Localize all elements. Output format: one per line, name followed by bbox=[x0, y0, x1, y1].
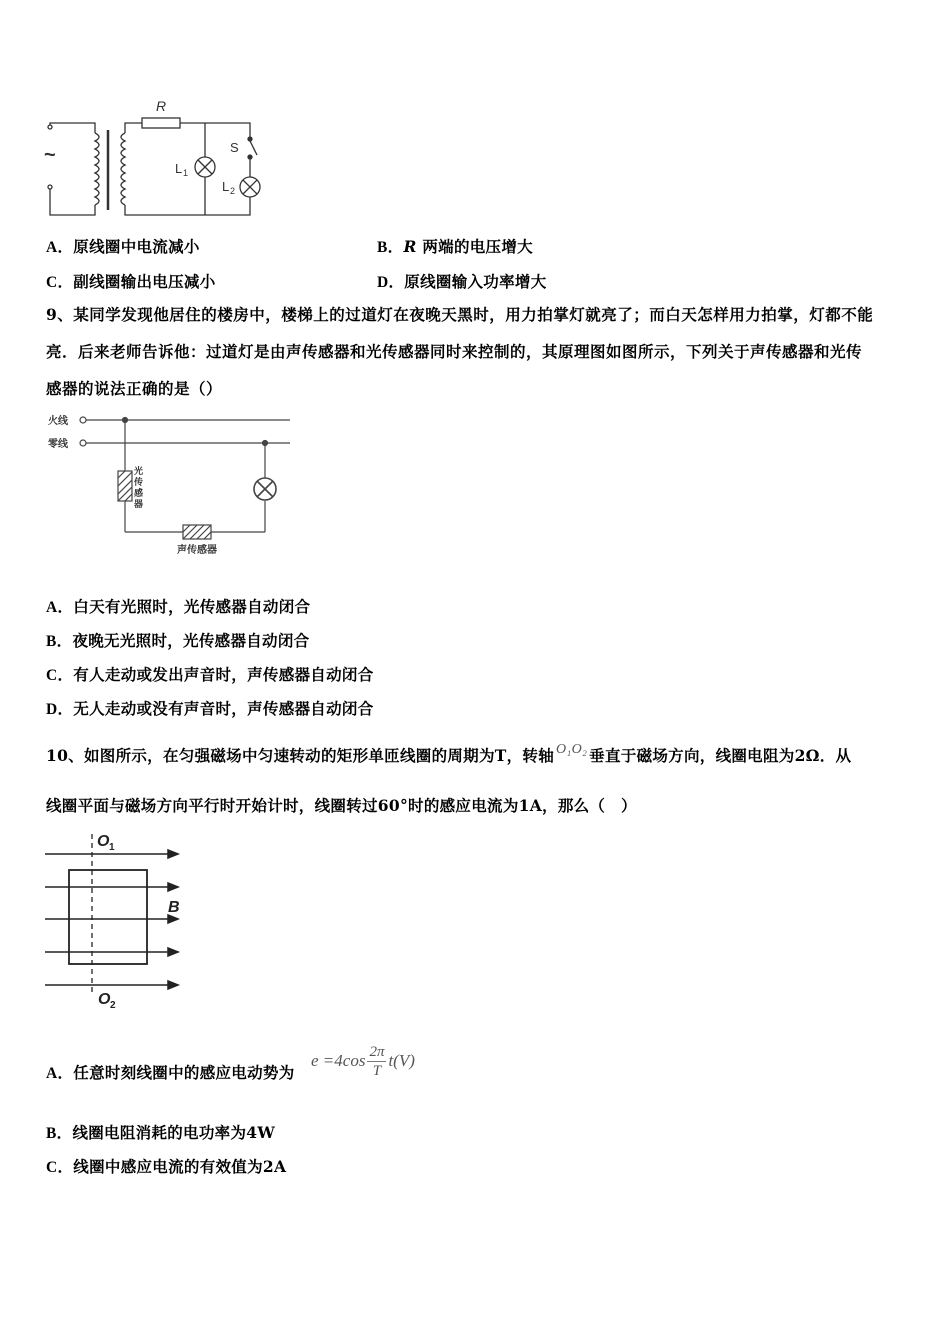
light-sensor-char-3: 感 bbox=[134, 488, 144, 498]
q8-option-a: A．原线圈中电流减小 bbox=[46, 237, 200, 256]
axis-o1-label: O bbox=[97, 833, 110, 850]
axis-o1-subscript: 1 bbox=[109, 842, 115, 853]
q10-stem-line1: 10、如图所示，在匀强磁场中匀速转动的矩形单匝线圈的周期为T，转轴 O₁O₂ 垂直于磁场方向，线圈电阻为2Ω．从 bbox=[46, 742, 852, 765]
lamp2-label: L bbox=[222, 179, 230, 194]
q9-option-d: D．无人走动或没有声音时，声传感器自动闭合 bbox=[46, 699, 374, 718]
axis-o2-subscript: 2 bbox=[110, 1000, 116, 1011]
q9-option-a: A．白天有光照时，光传感器自动闭合 bbox=[46, 597, 311, 616]
axis-symbol: O₁O₂ bbox=[556, 742, 588, 757]
switch-label: S bbox=[230, 140, 239, 155]
lamp2-subscript: 2 bbox=[230, 186, 236, 196]
q10-option-a: A．任意时刻线圈中的感应电动势为 bbox=[46, 1063, 295, 1082]
q9-option-c: C．有人走动或发出声音时，声传感器自动闭合 bbox=[46, 665, 374, 684]
q8-option-c: C．副线圈输出电压减小 bbox=[46, 272, 216, 291]
resistor-label: R bbox=[156, 98, 167, 114]
field-b-label: B bbox=[168, 899, 180, 916]
q10-stem-line2: 线圈平面与磁场方向平行时开始计时，线圈转过60°时的感应电流为1A，那么（ ） bbox=[46, 796, 637, 815]
formula-fraction: 2π T bbox=[369, 1043, 385, 1079]
lamp1-label: L bbox=[175, 161, 183, 176]
q10-option-c: C．线圈中感应电流的有效值为2A bbox=[46, 1157, 287, 1176]
emf-formula: e =4cos 2π T t(V) bbox=[311, 1043, 415, 1079]
coil-magnetic-field-figure bbox=[40, 826, 190, 1012]
q9-option-b: B．夜晚无光照时，光传感器自动闭合 bbox=[46, 631, 310, 650]
light-sensor-char-4: 器 bbox=[134, 499, 144, 509]
q8-option-d: D．原线圈输入功率增大 bbox=[377, 272, 547, 291]
q10-option-b: B．线圈电阻消耗的电功率为4W bbox=[46, 1123, 276, 1142]
light-sensor-char-2: 传 bbox=[134, 477, 144, 487]
ac-source-symbol: ~ bbox=[44, 144, 56, 166]
lamp1-subscript: 1 bbox=[183, 168, 189, 178]
q9-stem: 9、某同学发现他居住的楼房中，楼梯上的过道灯在夜晚天黑时，用力拍掌灯就亮了；而白天怎样用力拍掌，灯都不能 亮．后来老师告诉他：过道灯是由声传感器和光传感器同时来控制的，其原理图如图所示，下列关于声传感器和光传 感器的说法正确的是（） bbox=[46, 305, 874, 398]
sensor-circuit-figure bbox=[44, 408, 299, 560]
q8-option-b: B．R 两端的电压增大 bbox=[377, 237, 533, 256]
neutral-wire-label: 零线 bbox=[48, 439, 68, 450]
transformer-circuit-figure bbox=[40, 95, 280, 220]
axis-o2-label: O bbox=[98, 991, 111, 1008]
live-wire-label: 火线 bbox=[48, 416, 68, 427]
light-sensor-char-1: 光 bbox=[134, 466, 144, 476]
sound-sensor-label: 声传感器 bbox=[177, 545, 217, 556]
